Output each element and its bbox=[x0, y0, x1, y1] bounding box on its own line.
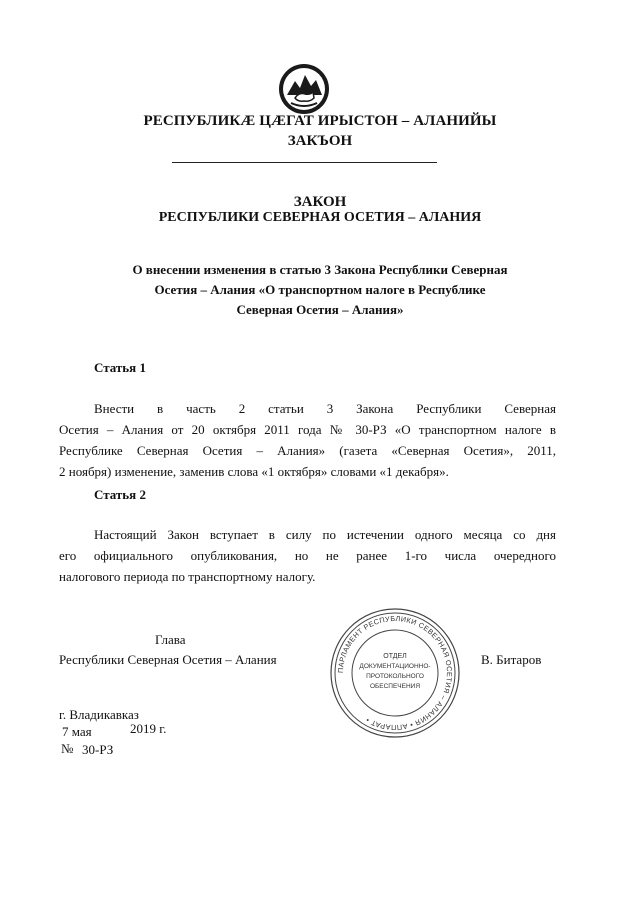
article-2-line: налогового периода по транспортному налогу. bbox=[59, 569, 316, 584]
seal-center-text: ОБЕСПЕЧЕНИЯ bbox=[369, 683, 421, 690]
law-number: 30-РЗ bbox=[82, 742, 114, 757]
article-1-line: Осетия – Алания от 20 октября 2011 года № 30-РЗ «О транспортном налоге в bbox=[59, 422, 556, 437]
ossetian-header-law: ЗАКЪОН bbox=[287, 133, 353, 149]
signatory-name: В. Битаров bbox=[481, 652, 542, 667]
seal-center-text: ДОКУМЕНТАЦИОННО- bbox=[359, 663, 431, 670]
law-title: ЗАКОН bbox=[293, 194, 347, 210]
article-1-text bbox=[59, 398, 556, 482]
article-2-line: его официального опубликования, но не ранее 1-го числа очередного bbox=[59, 548, 556, 563]
signatory-title-org: Республики Северная Осетия – Алания bbox=[59, 652, 277, 667]
law-subject-line: О внесении изменения в статью 3 Закона Республики Северная bbox=[132, 262, 508, 277]
article-1-heading: Статья 1 bbox=[94, 360, 146, 375]
law-subject bbox=[80, 260, 560, 320]
ossetian-header-line: РЕСПУБЛИКӔ ЦӔГАТ ИРЫСТОН – АЛАНИЙЫ bbox=[143, 113, 497, 129]
seal-center-text: ПРОТОКОЛЬНОГО bbox=[366, 673, 424, 680]
article-2-line: Настоящий Закон вступает в силу по истечении одного месяца со дня bbox=[94, 527, 556, 542]
seal-ring-text: ПАРЛАМЕНТ РЕСПУБЛИКИ СЕВЕРНАЯ ОСЕТИЯ – АЛАНИЯ • АППАРАТ • bbox=[335, 613, 455, 733]
coat-of-arms-emblem bbox=[277, 62, 331, 116]
article-1-line: Внести в часть 2 статьи 3 Закона Республики Северная bbox=[94, 401, 556, 416]
official-seal-stamp bbox=[328, 606, 462, 740]
article-1-line: 2 ноября) изменение, заменив слова «1 октября» словами «1 декабря». bbox=[59, 464, 449, 479]
number-sign: № bbox=[61, 741, 74, 756]
law-subject-line: Северная Осетия – Алания» bbox=[236, 302, 404, 317]
signing-date-day: 7 мая bbox=[62, 724, 92, 739]
header-divider bbox=[172, 162, 437, 163]
seal-center-text: ОТДЕЛ bbox=[383, 653, 407, 660]
article-1-line: Республике Северная Осетия – Алания» (газета «Северная Осетия», 2011, bbox=[59, 443, 556, 458]
signing-city: г. Владикавказ bbox=[59, 707, 139, 722]
law-subject-line: Осетия – Алания «О транспортном налоге в Республике bbox=[154, 282, 486, 297]
signatory-title: Глава bbox=[155, 632, 186, 647]
law-subtitle: РЕСПУБЛИКИ СЕВЕРНАЯ ОСЕТИЯ – АЛАНИЯ bbox=[158, 210, 482, 225]
article-2-text bbox=[59, 524, 556, 587]
signing-date-year: 2019 г. bbox=[130, 721, 167, 736]
article-2-heading: Статья 2 bbox=[94, 487, 146, 502]
